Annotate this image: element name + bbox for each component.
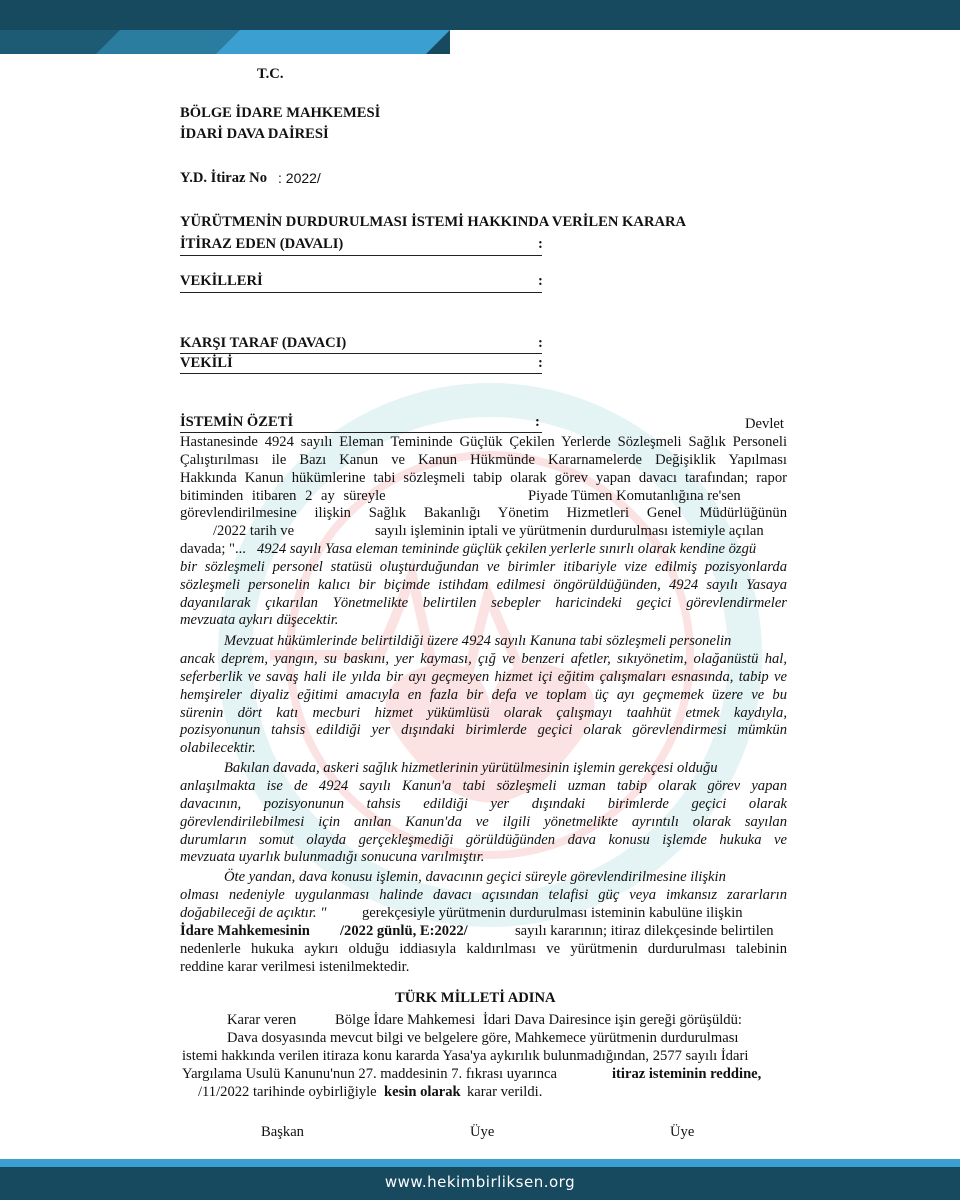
quoted-decision-text: Öte yandan, dava konusu işlemin, davacının geçici süreyle görevlendirilmesine ilişkin bbox=[224, 869, 726, 885]
summary-text: Çalıştırılması ile Bazı Kanun ve Kanun Hükmünde Kararnamelerde Değişiklik Yapılması bbox=[180, 452, 787, 468]
footer-accent-line bbox=[0, 1159, 960, 1167]
summary-text: /2022 tarih ve bbox=[213, 523, 295, 539]
verdict-text: Bölge İdare Mahkemesi bbox=[335, 1012, 476, 1028]
summary-text: Devlet bbox=[745, 416, 784, 432]
summary-text: sayılı işleminin iptali ve yürütmenin durdurulması istemiyle açılan bbox=[375, 523, 764, 539]
yd-label: Y.D. İtiraz No bbox=[180, 170, 268, 186]
request-text: sayılı kararının; itiraz dilekçesinde belirtilen bbox=[515, 923, 774, 939]
court-reference: İdare Mahkemesinin bbox=[180, 923, 310, 939]
request-text: nedenlerle hukuka aykırı olduğu iddiasıyla kaldırılması ve yürütmenin durdurulması talebinin bbox=[180, 941, 787, 957]
yd-value: : 2022/ bbox=[278, 170, 321, 186]
verdict-finality: kesin olarak bbox=[384, 1084, 461, 1100]
signature-member: Üye bbox=[670, 1124, 695, 1140]
quoted-decision-text: pozisyonunun tahsis edildiği yer dışındaki birimlerde geçici olarak görevlendirmesi mümkün bbox=[180, 722, 787, 738]
attorneys-underline bbox=[180, 292, 542, 293]
quoted-decision-text: mevzuata aykırı düşecektir. bbox=[180, 612, 339, 628]
quoted-decision-text: hemşireler diyaliz eğitimi amacıyla en fazla bir defa ve toplam üç ayı geçmemek üzere ve bu bbox=[180, 687, 787, 703]
quoted-decision-text: bir sözleşmeli personel statüsü oluşturduğundan ve birimler itibariyle vize edilmiş pozisyonlarda bbox=[180, 559, 787, 575]
footer-bar bbox=[0, 1167, 960, 1200]
summary-text: davada; "... bbox=[180, 541, 246, 557]
quoted-decision-text: olması nedeniyle uygulanması halinde davacı açısından telafisi güç veya imkansız zararların bbox=[180, 887, 787, 903]
verdict-text: istemi hakkında verilen itiraza konu kararda Yasa'ya aykırılık bulunmadığından, 2577 sayılı İdari bbox=[182, 1048, 749, 1064]
quoted-decision-text: seferberlik ve savaş hali ile yılda bir ayı geçmeyen hizmet içi eğitim çalışmaları esnasında, tabip ve bbox=[180, 669, 787, 685]
quoted-decision-text: doğabileceği de açıktır. " bbox=[180, 905, 327, 921]
verdict-heading: TÜRK MİLLETİ ADINA bbox=[395, 990, 556, 1006]
quoted-decision-text: 4924 sayılı Yasa eleman temininde güçlük çekilen yerlerle sınırlı olarak kendine özgü bbox=[257, 541, 757, 557]
verdict-text: Yargılama Usulü Kanunu'nun 27. maddesinin 7. fıkrası uyarınca bbox=[182, 1066, 557, 1082]
request-text: gerekçesiyle yürütmenin durdurulması isteminin kabulüne ilişkin bbox=[362, 905, 743, 921]
verdict-text: Dava dosyasında mevcut bilgi ve belgelere göre, Mahkemece yürütmenin durdurulması bbox=[227, 1030, 739, 1046]
quoted-decision-text: ancak deprem, yangın, su baskını, yer kayması, çığ ve benzeri afetler, sıkıyönetim, olağanüstü hal, bbox=[180, 651, 787, 667]
verdict-text: İdari Dava Dairesince işin gereği görüşüldü: bbox=[483, 1012, 742, 1028]
counter-attorney-label: VEKİLİ bbox=[180, 355, 233, 371]
decision-subject: YÜRÜTMENİN DURDURULMASI İSTEMİ HAKKINDA VERİLEN KARARA bbox=[180, 214, 687, 230]
request-text: reddine karar verilmesi istenilmektedir. bbox=[180, 959, 410, 975]
counter-attorney-underline bbox=[180, 373, 542, 374]
counter-party-label: KARŞI TARAF (DAVACI) bbox=[180, 335, 347, 351]
summary-underline bbox=[180, 432, 542, 433]
counter-party-underline bbox=[180, 353, 542, 354]
quoted-decision-text: Mevzuat hükümlerinde belirtildiği üzere 4924 sayılı Kanuna tabi sözleşmeli personelin bbox=[224, 633, 732, 649]
summary-label: İSTEMİN ÖZETİ bbox=[180, 414, 294, 430]
signature-member: Üye bbox=[470, 1124, 495, 1140]
objector-underline bbox=[180, 255, 542, 256]
objector-label: İTİRAZ EDEN (DAVALI) bbox=[180, 236, 344, 252]
quoted-decision-text: Bakılan davada, askeri sağlık hizmetlerinin yürütülmesinin işlemin gerekçesi olduğu bbox=[224, 760, 718, 776]
quoted-decision-text: sürenin dört katı mecburi hizmet yükümlüsü olarak çalışmayı taahhüt etmek kaydıyla, bbox=[180, 705, 787, 721]
verdict-result: itiraz isteminin reddine, bbox=[612, 1066, 762, 1082]
quoted-decision-text: anlaşılmakta ise de 4924 sayılı Kanun'a tabi sözleşmeli uzman tabip olarak görev yapan bbox=[180, 778, 787, 794]
quoted-decision-text: durumların somut olayda gerçekleşmediği görüldüğünden dava konusu işlemde hukuka ve bbox=[180, 832, 787, 848]
attorneys-label: VEKİLLERİ bbox=[180, 273, 263, 289]
attorneys-colon: : bbox=[538, 273, 543, 289]
court-name: BÖLGE İDARE MAHKEMESİ bbox=[180, 105, 381, 121]
signature-president: Başkan bbox=[261, 1124, 304, 1140]
summary-text: Piyade Tümen Komutanlığına re'sen bbox=[528, 488, 741, 504]
quoted-decision-text: davacının, pozisyonunun tahsis edildiği yer dışındaki birimlerde geçici olarak bbox=[180, 796, 787, 812]
quoted-decision-text: görevlendirilebilmesi için anılan Kanun'da ve ilgili yönetmelikte ayrıntılı olarak sayılan bbox=[180, 814, 787, 830]
court-chamber: İDARİ DAVA DAİRESİ bbox=[180, 126, 329, 142]
verdict-text: karar verildi. bbox=[467, 1084, 543, 1100]
quoted-decision-text: sözleşmeli personelin kalıcı bir biçimde istihdam edilmesi öngörüldüğünden, 4924 sayılı Yasaya bbox=[180, 577, 787, 593]
quoted-decision-text: mevzuata uyarlık bulunmadığı sonucuna varılmıştır. bbox=[180, 849, 485, 865]
verdict-text: Karar veren bbox=[227, 1012, 297, 1028]
website-link[interactable]: www.hekimbirliksen.org bbox=[384, 1173, 576, 1191]
objector-colon: : bbox=[538, 236, 543, 252]
summary-colon: : bbox=[535, 414, 540, 430]
summary-text: Hakkında Kanun hükümlerine tabi sözleşmeli tabip olarak görev yapan davacı tarafından; rapor bbox=[180, 470, 787, 486]
verdict-text: /11/2022 tarihinde oybirliğiyle bbox=[198, 1084, 377, 1100]
summary-text: görevlendirilmesine ilişkin Sağlık Bakanlığı Yönetim Hizmetleri Genel Müdürlüğünün bbox=[180, 505, 787, 521]
counter-attorney-colon: : bbox=[538, 355, 543, 371]
counter-party-colon: : bbox=[538, 335, 543, 351]
quoted-decision-text: dayanılarak çıkarılan Yönetmelikte belirtilen sebepler haricindeki geçici görevlendirmeler bbox=[180, 595, 787, 611]
summary-text: bitiminden itibaren 2 ay süreyle bbox=[180, 488, 386, 504]
quoted-decision-text: olabilecektir. bbox=[180, 740, 256, 756]
decision-date-number: /2022 günlü, E:2022/ bbox=[340, 923, 468, 939]
summary-text: Hastanesinde 4924 sayılı Eleman Temininde Güçlük Çekilen Yerlerde Sözleşmeli Sağlık Personeli bbox=[180, 434, 787, 450]
tc-heading: T.C. bbox=[257, 66, 284, 82]
